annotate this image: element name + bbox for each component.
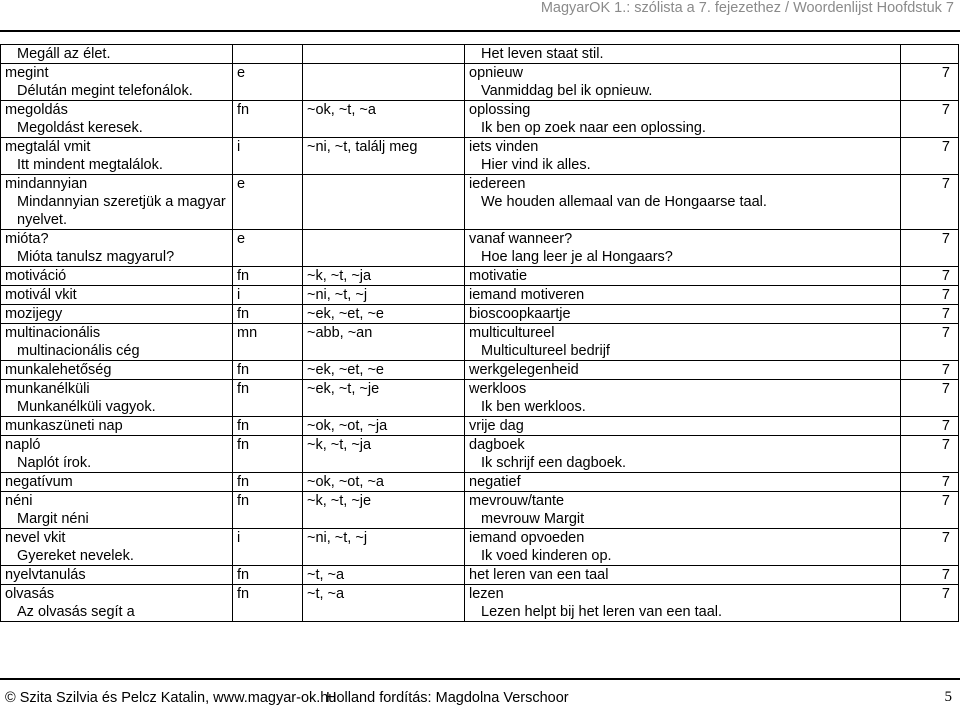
dutch-translation: oplossing bbox=[469, 102, 531, 118]
lesson-number: 7 bbox=[941, 586, 950, 602]
lesson-number: 7 bbox=[941, 418, 950, 434]
hungarian-word-example: Mindannyian szeretjük a magyar nyelvet. bbox=[17, 194, 226, 228]
word-type: fn bbox=[237, 418, 250, 434]
hungarian-word: megint bbox=[5, 65, 49, 81]
dutch-translation: werkloos bbox=[469, 381, 527, 397]
dutch-translation-cell bbox=[465, 473, 901, 492]
lesson-number-cell bbox=[901, 529, 959, 566]
dutch-translation-cell bbox=[465, 45, 901, 64]
word-type-cell bbox=[233, 286, 303, 305]
dutch-translation-cell bbox=[465, 529, 901, 566]
lesson-number-cell bbox=[901, 380, 959, 417]
lesson-number-cell bbox=[901, 492, 959, 529]
word-forms: ~ok, ~ot, ~a bbox=[307, 474, 384, 490]
dutch-translation-example: Ik schrijf een dagboek. bbox=[481, 455, 627, 471]
word-forms: ~ni, ~t, ~j bbox=[307, 287, 368, 303]
hungarian-word-example: Megáll az élet. bbox=[17, 46, 111, 62]
dutch-translation-example: Lezen helpt bij het leren van een taal. bbox=[481, 604, 723, 620]
lesson-number-cell bbox=[901, 267, 959, 286]
dutch-translation-cell bbox=[465, 101, 901, 138]
dutch-translation-example: Hoe lang leer je al Hongaars? bbox=[481, 249, 673, 265]
word-forms-cell bbox=[303, 138, 465, 175]
word-type-cell bbox=[233, 529, 303, 566]
dutch-translation: multicultureel bbox=[469, 325, 555, 341]
word-type: fn bbox=[237, 268, 250, 284]
table-row bbox=[1, 175, 959, 230]
word-forms-cell bbox=[303, 324, 465, 361]
page-footer bbox=[0, 678, 960, 710]
hungarian-word-cell bbox=[1, 305, 233, 324]
lesson-number: 7 bbox=[941, 437, 950, 453]
word-forms-cell bbox=[303, 64, 465, 101]
word-type-cell bbox=[233, 230, 303, 267]
word-type-cell bbox=[233, 473, 303, 492]
lesson-number-cell bbox=[901, 436, 959, 473]
word-forms-cell bbox=[303, 305, 465, 324]
word-type: fn bbox=[237, 437, 250, 453]
word-type-cell bbox=[233, 566, 303, 585]
word-type: i bbox=[237, 139, 241, 155]
hungarian-word: munkanélküli bbox=[5, 381, 90, 397]
hungarian-word-cell bbox=[1, 361, 233, 380]
hungarian-word-cell bbox=[1, 529, 233, 566]
hungarian-word-cell bbox=[1, 286, 233, 305]
lesson-number-cell bbox=[901, 175, 959, 230]
word-type-cell bbox=[233, 305, 303, 324]
dutch-translation-cell bbox=[465, 417, 901, 436]
word-forms: ~ni, ~t, ~j bbox=[307, 530, 368, 546]
dutch-translation-cell bbox=[465, 566, 901, 585]
word-type: e bbox=[237, 176, 246, 192]
dutch-translation: iedereen bbox=[469, 176, 526, 192]
hungarian-word-cell bbox=[1, 436, 233, 473]
hungarian-word-cell bbox=[1, 566, 233, 585]
hungarian-word: mindannyian bbox=[5, 176, 88, 192]
dutch-translation: opnieuw bbox=[469, 65, 524, 81]
lesson-number-cell bbox=[901, 585, 959, 622]
hungarian-word-cell bbox=[1, 175, 233, 230]
page-number: 5 bbox=[944, 689, 952, 705]
word-type: e bbox=[237, 231, 246, 247]
hungarian-word-cell bbox=[1, 230, 233, 267]
hungarian-word: megoldás bbox=[5, 102, 68, 118]
word-type-cell bbox=[233, 267, 303, 286]
word-type: fn bbox=[237, 586, 250, 602]
word-forms-cell bbox=[303, 286, 465, 305]
lesson-number: 7 bbox=[941, 102, 950, 118]
lesson-number: 7 bbox=[941, 474, 950, 490]
lesson-number: 7 bbox=[941, 567, 950, 583]
hungarian-word: megtalál vmit bbox=[5, 139, 91, 155]
word-type-cell bbox=[233, 361, 303, 380]
lesson-number-cell bbox=[901, 64, 959, 101]
vocabulary-table-body bbox=[1, 45, 959, 622]
hungarian-word-cell bbox=[1, 473, 233, 492]
table-row bbox=[1, 585, 959, 622]
dutch-translation-example: Ik voed kinderen op. bbox=[481, 548, 612, 564]
dutch-translation: iemand opvoeden bbox=[469, 530, 585, 546]
dutch-translation: motivatie bbox=[469, 268, 528, 284]
dutch-translation-cell bbox=[465, 175, 901, 230]
word-forms: ~t, ~a bbox=[307, 586, 345, 602]
lesson-number: 7 bbox=[941, 231, 950, 247]
word-type: fn bbox=[237, 362, 250, 378]
lesson-number: 7 bbox=[941, 381, 950, 397]
word-forms-cell bbox=[303, 230, 465, 267]
hungarian-word: nevel vkit bbox=[5, 530, 66, 546]
dutch-translation: het leren van een taal bbox=[469, 567, 609, 583]
word-type-cell bbox=[233, 45, 303, 64]
vocabulary-table bbox=[0, 44, 959, 622]
dutch-translation-cell bbox=[465, 380, 901, 417]
word-type-cell bbox=[233, 324, 303, 361]
hungarian-word-cell bbox=[1, 138, 233, 175]
word-forms: ~ek, ~t, ~je bbox=[307, 381, 380, 397]
lesson-number-cell bbox=[901, 101, 959, 138]
hungarian-word-example: Az olvasás segít a bbox=[17, 604, 135, 620]
dutch-translation-cell bbox=[465, 305, 901, 324]
dutch-translation-example: Ik ben op zoek naar een oplossing. bbox=[481, 120, 706, 136]
word-type-cell bbox=[233, 417, 303, 436]
dutch-translation-example: Ik ben werkloos. bbox=[481, 399, 586, 415]
word-forms: ~ek, ~et, ~e bbox=[307, 362, 384, 378]
word-forms-cell bbox=[303, 566, 465, 585]
hungarian-word: mióta? bbox=[5, 231, 49, 247]
hungarian-word: olvasás bbox=[5, 586, 55, 602]
hungarian-word-cell bbox=[1, 101, 233, 138]
lesson-number-cell bbox=[901, 361, 959, 380]
lesson-number-cell bbox=[901, 286, 959, 305]
word-forms: ~t, ~a bbox=[307, 567, 345, 583]
hungarian-word-example: Itt mindent megtalálok. bbox=[17, 157, 163, 173]
word-forms: ~ek, ~et, ~e bbox=[307, 306, 384, 322]
table-row bbox=[1, 566, 959, 585]
dutch-translation-cell bbox=[465, 138, 901, 175]
dutch-translation: iemand motiveren bbox=[469, 287, 585, 303]
word-forms-cell bbox=[303, 436, 465, 473]
table-row bbox=[1, 286, 959, 305]
hungarian-word: néni bbox=[5, 493, 33, 509]
word-type: fn bbox=[237, 493, 250, 509]
word-type-cell bbox=[233, 175, 303, 230]
lesson-number: 7 bbox=[941, 530, 950, 546]
word-type-cell bbox=[233, 585, 303, 622]
hungarian-word-cell bbox=[1, 324, 233, 361]
word-forms-cell bbox=[303, 492, 465, 529]
lesson-number: 7 bbox=[941, 306, 950, 322]
hungarian-word: motivál vkit bbox=[5, 287, 77, 303]
word-forms: ~ni, ~t, találj meg bbox=[307, 139, 418, 155]
lesson-number-cell bbox=[901, 45, 959, 64]
table-row bbox=[1, 492, 959, 529]
word-forms: ~ok, ~ot, ~ja bbox=[307, 418, 388, 434]
dutch-translation: vrije dag bbox=[469, 418, 524, 434]
word-forms-cell bbox=[303, 45, 465, 64]
hungarian-word: nyelvtanulás bbox=[5, 567, 86, 583]
dutch-translation-cell bbox=[465, 64, 901, 101]
table-row bbox=[1, 417, 959, 436]
hungarian-word-example: Mióta tanulsz magyarul? bbox=[17, 249, 175, 265]
dutch-translation-cell bbox=[465, 585, 901, 622]
translation-credit: Holland fordítás: Magdolna Verschoor bbox=[326, 690, 569, 706]
word-type: fn bbox=[237, 306, 250, 322]
word-type-cell bbox=[233, 64, 303, 101]
word-forms: ~k, ~t, ~ja bbox=[307, 268, 372, 284]
hungarian-word-example: Gyereket nevelek. bbox=[17, 548, 134, 564]
table-row bbox=[1, 324, 959, 361]
table-row bbox=[1, 267, 959, 286]
hungarian-word-example: Megoldást keresek. bbox=[17, 120, 143, 136]
hungarian-word-example: Margit néni bbox=[17, 511, 89, 527]
dutch-translation-cell bbox=[465, 436, 901, 473]
dutch-translation: mevrouw/tante bbox=[469, 493, 565, 509]
hungarian-word: munkaszüneti nap bbox=[5, 418, 123, 434]
hungarian-word: negatívum bbox=[5, 474, 73, 490]
hungarian-word-example: Naplót írok. bbox=[17, 455, 92, 471]
dutch-translation: negatief bbox=[469, 474, 521, 490]
hungarian-word-cell bbox=[1, 45, 233, 64]
hungarian-word-example: Délután megint telefonálok. bbox=[17, 83, 193, 99]
word-type-cell bbox=[233, 380, 303, 417]
dutch-translation-example: mevrouw Margit bbox=[481, 511, 585, 527]
lesson-number: 7 bbox=[941, 362, 950, 378]
hungarian-word: mozijegy bbox=[5, 306, 63, 322]
dutch-translation: werkgelegenheid bbox=[469, 362, 579, 378]
word-type-cell bbox=[233, 492, 303, 529]
dutch-translation: lezen bbox=[469, 586, 504, 602]
hungarian-word: multinacionális bbox=[5, 325, 101, 341]
word-type-cell bbox=[233, 436, 303, 473]
dutch-translation: vanaf wanneer? bbox=[469, 231, 573, 247]
lesson-number: 7 bbox=[941, 287, 950, 303]
page-header-title: MagyarOK 1.: szólista a 7. fejezethez / Woordenlijst Hoofdstuk 7 bbox=[540, 0, 954, 16]
word-forms-cell bbox=[303, 175, 465, 230]
header-divider bbox=[0, 30, 960, 32]
lesson-number: 7 bbox=[941, 139, 950, 155]
word-forms: ~abb, ~an bbox=[307, 325, 373, 341]
hungarian-word: napló bbox=[5, 437, 41, 453]
dutch-translation-cell bbox=[465, 267, 901, 286]
dutch-translation-example: Vanmiddag bel ik opnieuw. bbox=[481, 83, 653, 99]
copyright-text: © Szita Szilvia és Pelcz Katalin, www.magyar-ok.hu bbox=[5, 690, 337, 706]
word-forms-cell bbox=[303, 417, 465, 436]
lesson-number: 7 bbox=[941, 268, 950, 284]
word-type: fn bbox=[237, 567, 250, 583]
word-forms-cell bbox=[303, 101, 465, 138]
lesson-number: 7 bbox=[941, 325, 950, 341]
lesson-number-cell bbox=[901, 305, 959, 324]
table-row bbox=[1, 101, 959, 138]
dutch-translation: bioscoopkaartje bbox=[469, 306, 571, 322]
hungarian-word-cell bbox=[1, 417, 233, 436]
word-type: fn bbox=[237, 381, 250, 397]
word-forms-cell bbox=[303, 380, 465, 417]
table-row bbox=[1, 473, 959, 492]
word-type-cell bbox=[233, 101, 303, 138]
table-row bbox=[1, 230, 959, 267]
word-forms-cell bbox=[303, 473, 465, 492]
dutch-translation-cell bbox=[465, 361, 901, 380]
dutch-translation: iets vinden bbox=[469, 139, 539, 155]
hungarian-word-cell bbox=[1, 267, 233, 286]
dutch-translation: dagboek bbox=[469, 437, 525, 453]
lesson-number: 7 bbox=[941, 65, 950, 81]
table-row bbox=[1, 305, 959, 324]
dutch-translation-cell bbox=[465, 324, 901, 361]
word-type: fn bbox=[237, 102, 250, 118]
hungarian-word-example: multinacionális cég bbox=[17, 343, 140, 359]
table-row bbox=[1, 138, 959, 175]
lesson-number-cell bbox=[901, 324, 959, 361]
hungarian-word: munkalehetőség bbox=[5, 362, 112, 378]
dutch-translation-example: We houden allemaal van de Hongaarse taal. bbox=[481, 194, 767, 210]
word-type: fn bbox=[237, 474, 250, 490]
table-row bbox=[1, 436, 959, 473]
lesson-number-cell bbox=[901, 417, 959, 436]
word-type: i bbox=[237, 530, 241, 546]
table-row bbox=[1, 529, 959, 566]
word-type: i bbox=[237, 287, 241, 303]
word-forms-cell bbox=[303, 267, 465, 286]
lesson-number-cell bbox=[901, 473, 959, 492]
table-row bbox=[1, 45, 959, 64]
lesson-number-cell bbox=[901, 230, 959, 267]
lesson-number-cell bbox=[901, 138, 959, 175]
dutch-translation-cell bbox=[465, 286, 901, 305]
lesson-number-cell bbox=[901, 566, 959, 585]
lesson-number: 7 bbox=[941, 493, 950, 509]
word-forms-cell bbox=[303, 361, 465, 380]
dutch-translation-example: Het leven staat stil. bbox=[481, 46, 604, 62]
word-type: mn bbox=[237, 325, 258, 341]
dutch-translation-example: Multicultureel bedrijf bbox=[481, 343, 610, 359]
table-row bbox=[1, 64, 959, 101]
word-type: e bbox=[237, 65, 246, 81]
table-row bbox=[1, 361, 959, 380]
hungarian-word-cell bbox=[1, 64, 233, 101]
word-forms: ~ok, ~t, ~a bbox=[307, 102, 376, 118]
table-row bbox=[1, 380, 959, 417]
hungarian-word: motiváció bbox=[5, 268, 67, 284]
word-forms-cell bbox=[303, 585, 465, 622]
word-forms-cell bbox=[303, 529, 465, 566]
hungarian-word-cell bbox=[1, 585, 233, 622]
dutch-translation-example: Hier vind ik alles. bbox=[481, 157, 591, 173]
dutch-translation-cell bbox=[465, 230, 901, 267]
hungarian-word-example: Munkanélküli vagyok. bbox=[17, 399, 156, 415]
hungarian-word-cell bbox=[1, 380, 233, 417]
word-type-cell bbox=[233, 138, 303, 175]
lesson-number: 7 bbox=[941, 176, 950, 192]
word-forms: ~k, ~t, ~ja bbox=[307, 437, 372, 453]
hungarian-word-cell bbox=[1, 492, 233, 529]
word-forms: ~k, ~t, ~je bbox=[307, 493, 372, 509]
dutch-translation-cell bbox=[465, 492, 901, 529]
